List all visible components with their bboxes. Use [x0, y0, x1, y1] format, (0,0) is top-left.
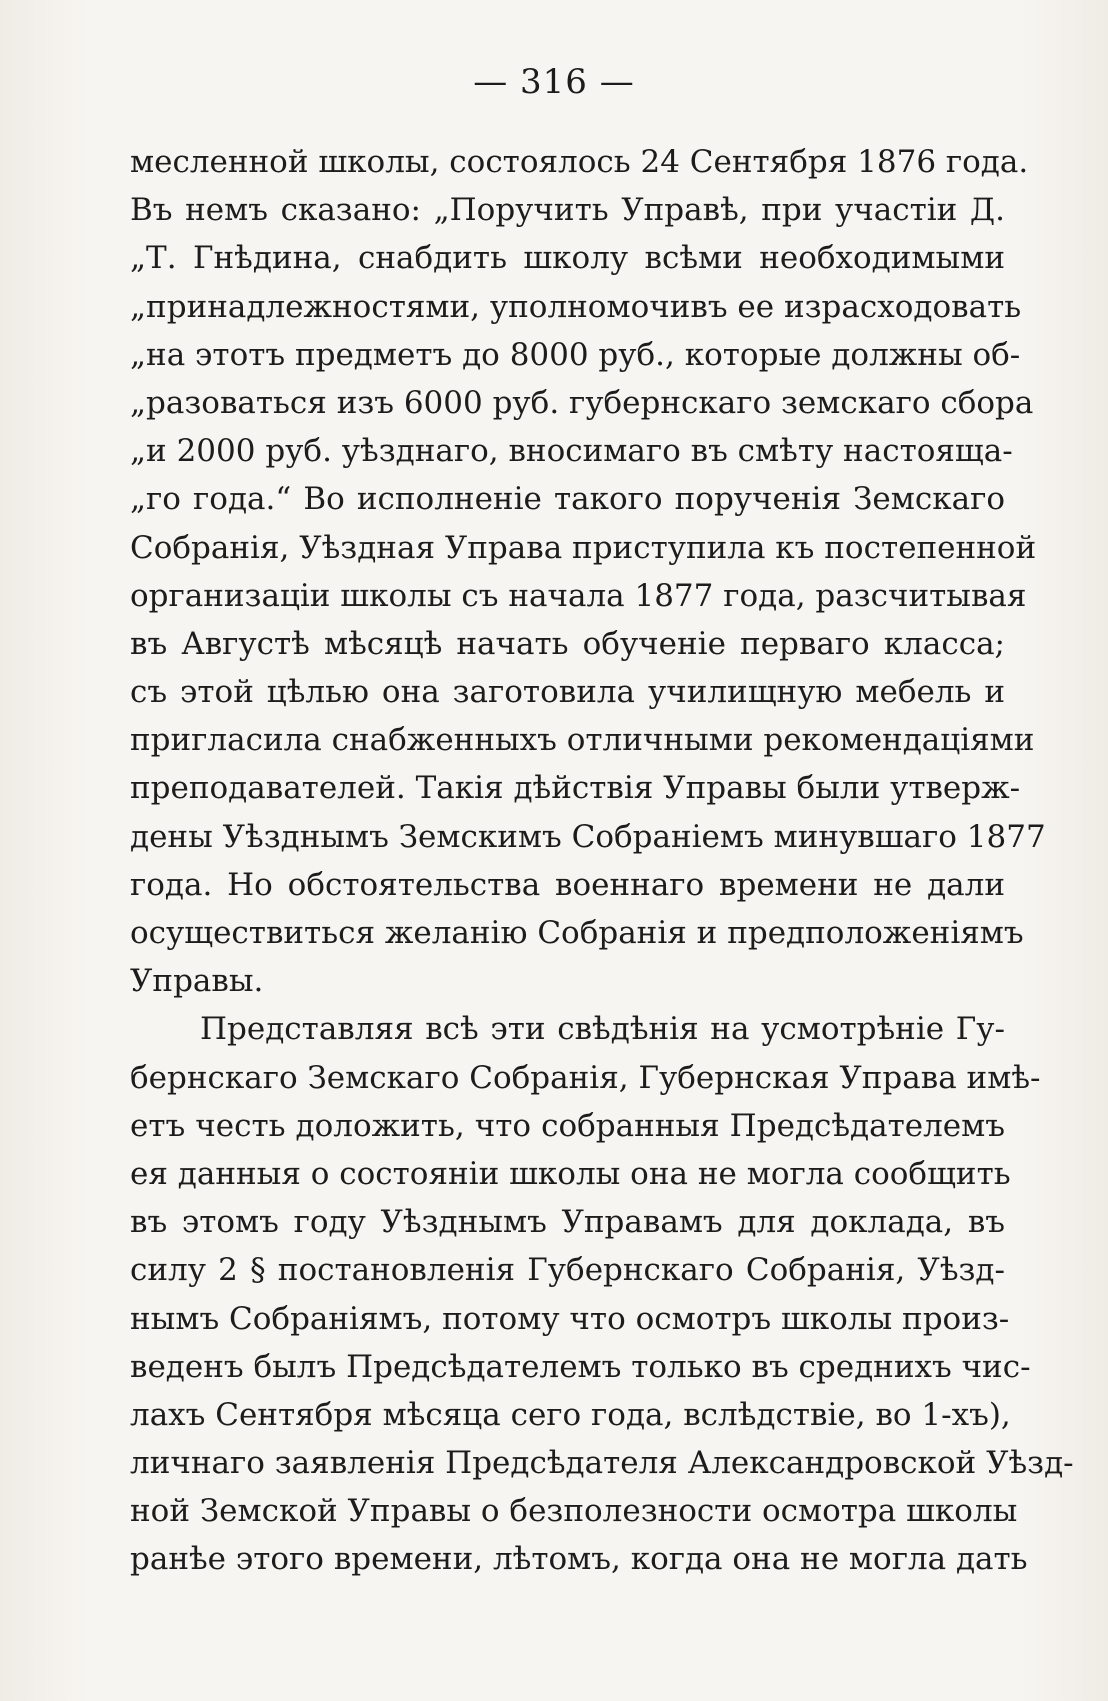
text-line: года. Но обстоятельства военнаго времени не дали [130, 866, 1005, 903]
text-line: Собранія, Уѣздная Управа приступила къ постепенной [130, 529, 1037, 566]
text-line: въ Августѣ мѣсяцѣ начать обученіе перваго класса; [130, 625, 1005, 662]
text-line: преподавателей. Такія дѣйствія Управы были утверж- [130, 770, 1021, 807]
text-line: „и 2000 руб. уѣзднаго, вносимаго въ смѣту настояща- [130, 433, 1013, 470]
text-line: „принадлежностями, уполномочивъ ее израсходовать [130, 288, 1022, 325]
text-line: осуществиться желанію Собранія и предположеніямъ [130, 915, 1024, 951]
text-line: месленной школы, состоялось 24 Сентября 1876 года. [130, 144, 1029, 180]
text-line: ной Земской Управы о безполезности осмотра школы [130, 1493, 1018, 1530]
text-line: Представляя всѣ эти свѣдѣнія на усмотрѣніе Гу- [200, 1011, 1005, 1048]
text-line: „Т. Гнѣдина, снабдить школу всѣми необходимыми [130, 240, 1005, 277]
text-line: бернскаго Земскаго Собранія, Губернская Управа имѣ- [130, 1059, 1041, 1096]
text-line: въ этомъ году Уѣзднымъ Управамъ для доклада, въ [130, 1204, 1005, 1241]
text-line: личнаго заявленія Предсѣдателя Александровской Уѣзд- [130, 1445, 1074, 1482]
text-line: лахъ Сентября мѣсяца сего года, вслѣдствіе, во 1-хъ), [130, 1396, 1011, 1433]
paragraph-2 [130, 1005, 1074, 1583]
text-line: Управы. [130, 963, 264, 1000]
text-line: етъ честь доложить, что собранныя Предсѣдателемъ [130, 1107, 1005, 1144]
text-line: „разоваться изъ 6000 руб. губернскаго земскаго сбора [130, 384, 1034, 421]
body-text [130, 138, 1074, 1584]
text-line: ранѣе этого времени, лѣтомъ, когда она не могла дать [130, 1541, 1028, 1578]
text-line: Въ немъ сказано: „Поручить Управѣ, при участіи Д. [130, 192, 1005, 229]
text-line: силу 2 § постановленія Губернскаго Собранія, Уѣзд- [130, 1252, 1005, 1289]
text-line: ея данныя о состояніи школы она не могла сообщить [130, 1155, 1011, 1192]
text-line: дены Уѣзднымъ Земскимъ Собраніемъ минувшаго 1877 [130, 818, 1046, 855]
text-line: пригласила снабженныхъ отличными рекомендаціями [130, 722, 1035, 759]
text-line: веденъ былъ Предсѣдателемъ только въ среднихъ чис- [130, 1348, 1031, 1385]
text-line: „го года.“ Во исполненіе такого порученія Земскаго [130, 481, 1005, 518]
text-line: съ этой цѣлью она заготовила училищную мебель и [130, 674, 1005, 711]
text-line: нымъ Собраніямъ, потому что осмотръ школы произ- [130, 1300, 1010, 1337]
text-line: „на этотъ предметъ до 8000 руб., которые должны об- [130, 336, 1021, 373]
text-line: организаціи школы съ начала 1877 года, разсчитывая [130, 577, 1027, 614]
paragraph-1 [130, 138, 1046, 1005]
page-number: — 316 — [473, 62, 635, 102]
